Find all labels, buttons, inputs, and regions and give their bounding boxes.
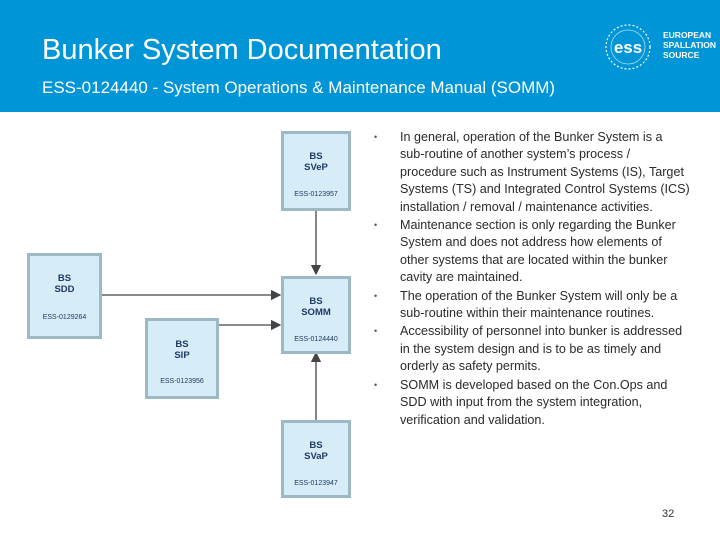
bullet-dot-icon: • — [374, 220, 378, 231]
diagram-box-sdd — [27, 253, 102, 339]
bullet-dot-icon: • — [374, 132, 378, 142]
page-number: 32 — [662, 508, 675, 520]
box-sip-name: BS SIP — [174, 339, 190, 361]
bullet-item: • The operation of the Bunker System will only be a sub-routine within their maintenance routines. — [374, 288, 678, 321]
box-svep-name: BS SVeP — [304, 151, 328, 173]
bullet-item: • Accessibility of personnel into bunker is addressed in the system design and is to be as timely and orderly as safety permits. — [374, 324, 683, 374]
slide-title: Bunker System Documentation — [42, 34, 442, 66]
diagram-box-svep — [281, 131, 351, 211]
box-sdd-name: BS SDD — [54, 273, 75, 295]
bullet-item: • Maintenance section is only regarding the Bunker System and does not address how elements of other systems that are located within the bunker cavity are maintained. — [374, 218, 676, 285]
box-svap-name: BS SVaP — [304, 440, 328, 462]
logo-line-1: EUROPEAN — [663, 30, 712, 40]
box-sdd-code: ESS-0129264 — [42, 314, 87, 321]
box-somm-name: BS SOMM — [301, 296, 331, 318]
box-svep-code: ESS-0123957 — [294, 191, 338, 198]
logo-line-2: SPALLATION — [663, 40, 717, 50]
diagram-box-somm — [281, 276, 351, 354]
diagram-box-sip — [145, 318, 219, 399]
bullet-dot-icon: • — [374, 326, 378, 337]
logo-line-3: SOURCE — [663, 50, 700, 60]
box-sip-code: ESS-0123956 — [160, 378, 204, 385]
bullet-item: • SOMM is developed based on the Con.Ops and SDD with input from the system integration, verification and validation. — [374, 377, 668, 427]
box-somm-code: ESS-0124440 — [294, 336, 338, 343]
bullet-list — [370, 129, 690, 429]
logo-mark: ess — [613, 38, 643, 57]
bullet-item: • In general, operation of the Bunker System is a sub-routine of another system’s process / procedure such as Instrument Systems (IS), Target Systems (TS) and Integrated Control Systems (ICS) installation / removal / maintenance activities. — [374, 130, 690, 214]
bullet-dot-icon: • — [374, 379, 378, 390]
diagram-box-svap — [281, 420, 351, 498]
bullet-dot-icon: • — [374, 290, 378, 301]
slide-subtitle: ESS-0124440 - System Operations & Maintenance Manual (SOMM) — [42, 78, 556, 97]
box-svap-code: ESS-0123947 — [294, 480, 338, 487]
